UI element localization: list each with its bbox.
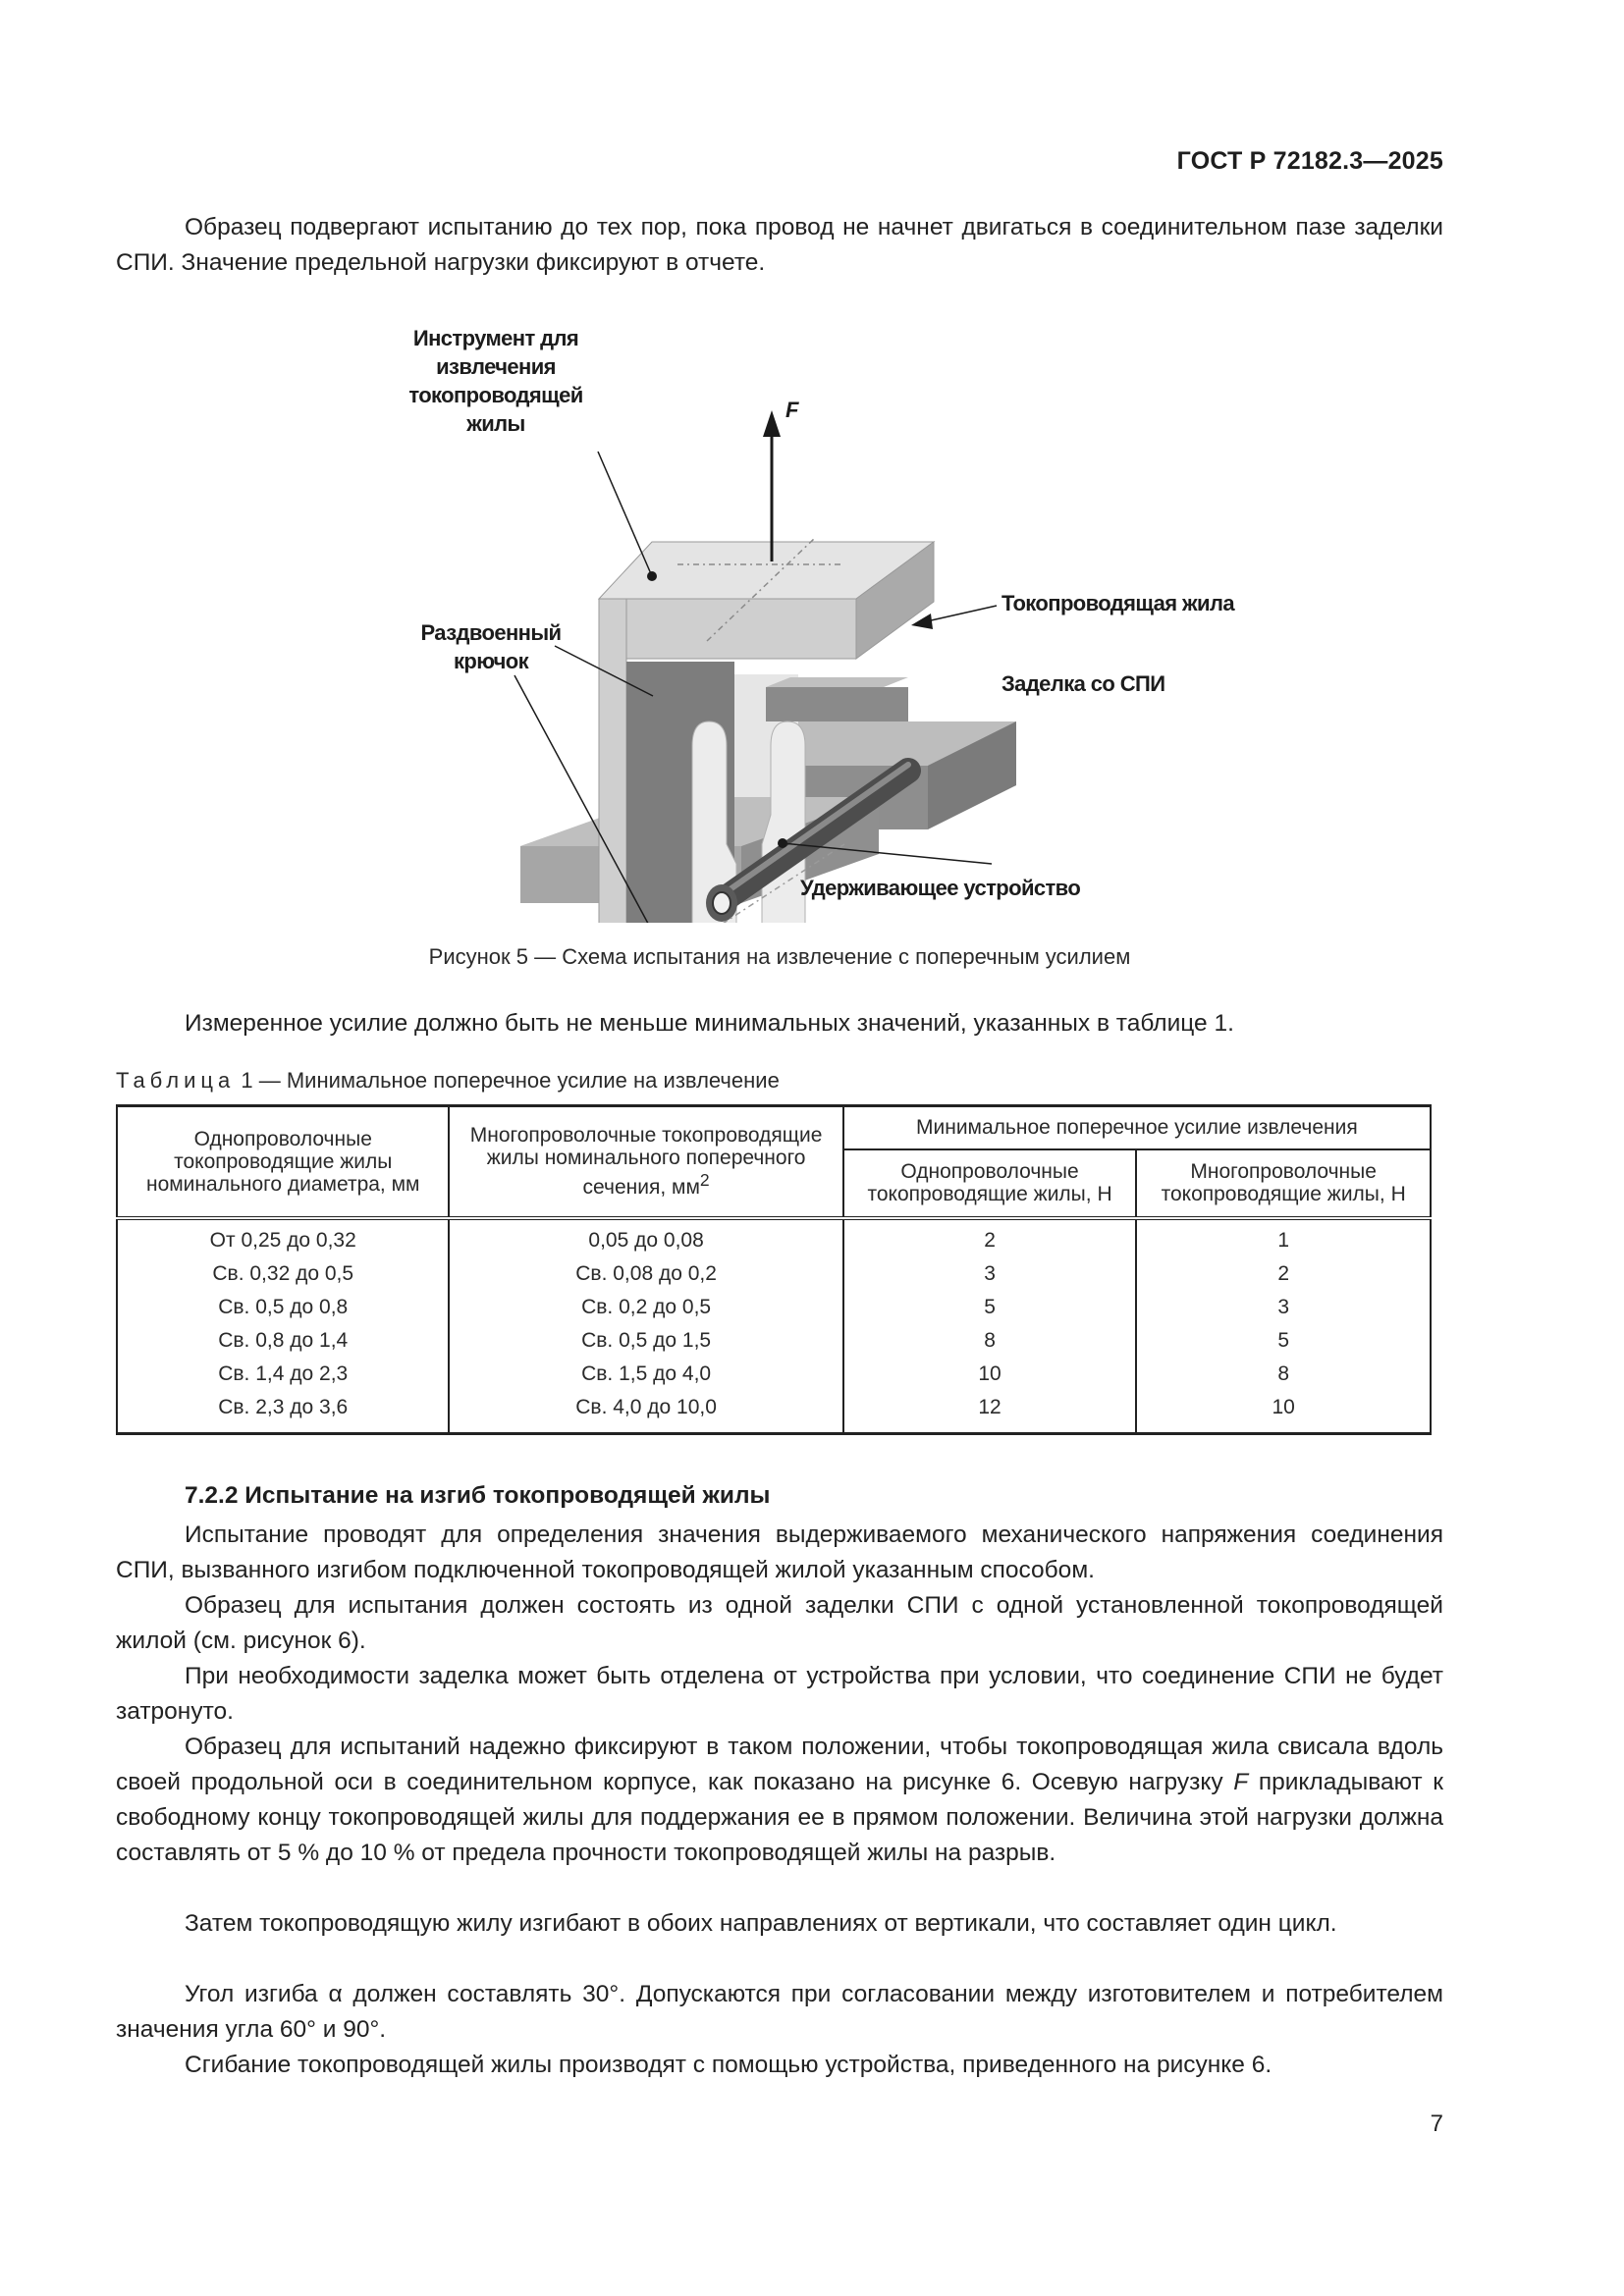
section-paragraph: Испытание проводят для определения значения выдерживаемого механического напряжения соединения СПИ, вызванного изгибом подключенной токопроводящей жилой указанным способом.: [116, 1522, 1443, 1583]
section-paragraph: Образец для испытания должен состоять из одной заделки СПИ с одной установленной токопроводящей жилой (см. рисунок 6).: [116, 1592, 1443, 1654]
cell-diameter: От 0,25 до 0,32: [117, 1218, 449, 1257]
cell-force-single: 2: [843, 1218, 1137, 1257]
cell-section: Св. 1,5 до 4,0: [449, 1358, 842, 1391]
figure-5: [0, 0, 1624, 923]
label-termination: Заделка со СПИ: [1001, 671, 1165, 696]
table-row: [117, 1218, 1431, 1257]
section-paragraph: Угол изгиба α должен составлять 30°. Допускаются при согласовании между изготовителем и потребителем значения угла 60° и 90°.: [116, 1981, 1443, 2043]
cell-force-single: 8: [843, 1324, 1137, 1358]
header-force-single-wire: Однопроволочные токопроводящие жилы, Н: [843, 1149, 1137, 1218]
section-paragraph: Затем токопроводящую жилу изгибают в обоих направлениях от вертикали, что составляет один цикл.: [185, 1910, 1337, 1937]
cell-diameter: Св. 1,4 до 2,3: [117, 1358, 449, 1391]
cell-diameter: Св. 0,32 до 0,5: [117, 1257, 449, 1291]
text: прикладывают к свободному концу токопроводящей жилы для поддержания ее в прямом положении. Величина этой нагрузки должна составлять от 5 % до 10 % от предела прочности токопроводящей жилы на разрыв.: [116, 1769, 1443, 1866]
cell-force-stranded: 2: [1136, 1257, 1431, 1291]
cell-section: Св. 0,08 до 0,2: [449, 1257, 842, 1291]
cell-force-stranded: 1: [1136, 1218, 1431, 1257]
cell-section: 0,05 до 0,08: [449, 1218, 842, 1257]
cell-force-stranded: 8: [1136, 1358, 1431, 1391]
figure-caption: Рисунок 5 — Схема испытания на извлечение с поперечным усилием: [428, 944, 1131, 969]
after-figure-paragraph: Измеренное усилие должно быть не меньше минимальных значений, указанных в таблице 1.: [185, 1010, 1234, 1037]
cell-diameter: Св. 0,5 до 0,8: [117, 1291, 449, 1324]
header-single-wire-diameter: Однопроволочные токопроводящие жилы номинального диаметра, мм: [117, 1106, 449, 1218]
cell-diameter: Св. 0,8 до 1,4: [117, 1324, 449, 1358]
table-row: [117, 1391, 1431, 1434]
cell-section: Св. 0,2 до 0,5: [449, 1291, 842, 1324]
label-line: крючок: [453, 649, 529, 673]
cell-force-single: 3: [843, 1257, 1137, 1291]
header-min-force-group: Минимальное поперечное усилие извлечения: [843, 1106, 1431, 1149]
cell-force-single: 10: [843, 1358, 1137, 1391]
label-force-f: F: [785, 398, 798, 422]
section-paragraph: При необходимости заделка может быть отделена от устройства при условии, что соединение СПИ не будет затронуто.: [116, 1663, 1443, 1725]
label-line: токопроводящей: [408, 383, 583, 407]
force-symbol: F: [1233, 1769, 1249, 1795]
cell-force-stranded: 10: [1136, 1391, 1431, 1434]
table-title-text: 1 — Минимальное поперечное усилие на извлечение: [235, 1068, 780, 1093]
table-title: [116, 1068, 780, 1094]
label-forked-hook: [407, 618, 574, 675]
cell-force-single: 5: [843, 1291, 1137, 1324]
cell-section: Св. 4,0 до 10,0: [449, 1391, 842, 1434]
label-line: жилы: [466, 411, 525, 436]
table-title-prefix: Таблица: [116, 1068, 236, 1093]
section-paragraph: Сгибание токопроводящей жилы производят с помощью устройства, приведенного на рисунке 6.: [185, 2052, 1272, 2078]
table-row: [117, 1291, 1431, 1324]
label-line: Раздвоенный: [420, 620, 562, 645]
cell-force-stranded: 5: [1136, 1324, 1431, 1358]
cell-force-single: 12: [843, 1391, 1137, 1434]
cell-force-stranded: 3: [1136, 1291, 1431, 1324]
cell-diameter: Св. 2,3 до 3,6: [117, 1391, 449, 1434]
label-extraction-tool: [398, 324, 594, 438]
header-force-stranded-wire: Многопроволочные токопроводящие жилы, Н: [1136, 1149, 1431, 1218]
table-row: [117, 1358, 1431, 1391]
header-text: Многопроволочные токопроводящие жилы номинального поперечного сечения, мм: [469, 1124, 823, 1200]
label-line: Инструмент для: [412, 326, 579, 350]
section-heading: 7.2.2 Испытание на изгиб токопроводящей жилы: [185, 1482, 771, 1509]
header-stranded-wire-section: [449, 1106, 842, 1218]
intro-paragraph: Образец подвергают испытанию до тех пор, пока провод не начнет двигаться в соединительном пазе заделки СПИ. Значение предельной нагрузки фиксируют в отчете.: [116, 214, 1443, 276]
min-transverse-force-table: [116, 1104, 1432, 1435]
label-holding-device: Удерживающее устройство: [800, 876, 1081, 900]
cell-section: Св. 0,5 до 1,5: [449, 1324, 842, 1358]
text: Образец для испытаний надежно фиксируют в таком положении, чтобы токопроводящая жила свисала вдоль своей продольной оси в соединительном корпусе, как показано на рисунке 6. Осевую нагрузку: [116, 1734, 1443, 1795]
pull-out-test-diagram: [0, 0, 1624, 923]
page-number: 7: [1430, 2110, 1443, 2137]
label-line: извлечения: [436, 354, 556, 379]
label-conductor: Токопроводящая жила: [1001, 591, 1234, 615]
table-row: [117, 1324, 1431, 1358]
superscript: 2: [699, 1170, 710, 1191]
table-row: [117, 1257, 1431, 1291]
document-code: ГОСТ Р 72182.3—2025: [1176, 147, 1443, 175]
section-paragraph-load: [116, 1730, 1443, 1871]
